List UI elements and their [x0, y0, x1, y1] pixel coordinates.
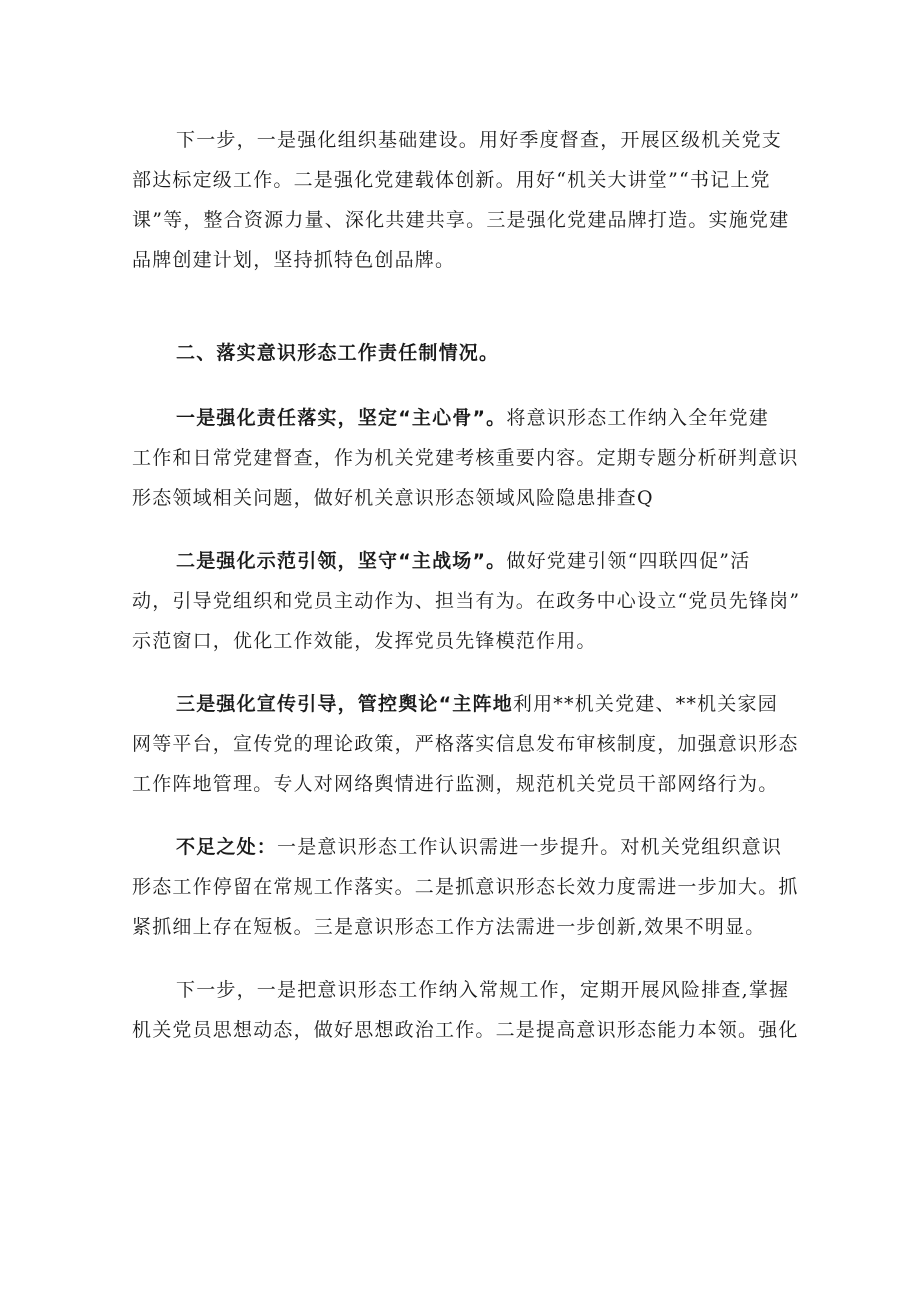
paragraph-demonstration: [132, 541, 801, 661]
text-line: 工作阵地管理。专人对网络舆情进行监测，规范机关党员干部网络行为。: [132, 773, 779, 795]
bold-lead: 二是强化示范引领，坚守“主战场”。: [176, 550, 507, 572]
text-line: [132, 684, 792, 724]
text-line: 课”等，整合资源力量、深化共建共享。三是强化党建品牌打造。实施党建: [132, 209, 790, 231]
text-line: 形态工作停留在常规工作落实。二是抓意识形态长效力度需进一步加大。抓: [132, 876, 799, 898]
text-line: 工作和日常党建督查，作为机关党建考核重要内容。定期专题分析研判意识: [132, 447, 799, 469]
paragraph-responsibility: [132, 398, 799, 518]
text-line: 网等平台，宣传党的理论政策，严格落实信息发布审核制度，加强意识形态: [132, 733, 799, 755]
paragraph-shortcomings: [132, 827, 799, 947]
lead-rest: 做好党建引领“四联四促”活: [506, 550, 751, 572]
text-line: 部达标定级工作。二是强化党建载体创新。用好“机关大讲堂”“书记上党: [132, 169, 771, 191]
bold-lead: 三是强化宣传引导，管控舆论“主阵地: [176, 693, 513, 715]
lead-rest: 利用**机关党建、**机关家园: [512, 693, 778, 715]
text-line: [132, 541, 792, 581]
text-line: 下一步，一是把意识形态工作纳入常规工作，定期开展风险排查,掌握: [176, 979, 790, 1001]
text-line: [132, 398, 792, 438]
section-heading: [132, 333, 792, 373]
bold-lead: 一是强化责任落实，坚定“主心骨”。: [176, 407, 507, 429]
lead-rest: 一是意识形态工作认识需进一步提升。对机关党组织意识: [277, 836, 783, 858]
section-heading-text: 二、落实意识形态工作责任制情况。: [176, 342, 500, 364]
text-line: [132, 827, 792, 867]
text-line: 紧抓细上存在短板。三是意识形态工作方法需进一步创新,效果不明显。: [132, 916, 766, 938]
paragraph-next-steps-party-building: [132, 120, 792, 280]
bold-lead: 不足之处：: [176, 836, 278, 858]
text-line: 机关党员思想动态，做好思想政治工作。二是提高意识形态能力本领。强化: [132, 1019, 799, 1041]
text-line: 示范窗口，优化工作效能，发挥党员先锋模范作用。: [132, 630, 597, 652]
text-line: 形态领域相关问题，做好机关意识形态领域风险隐患排查Q: [132, 487, 654, 509]
paragraph-next-steps-ideology: [132, 970, 799, 1050]
lead-rest: 将意识形态工作纳入全年党建: [506, 407, 769, 429]
text-line: 品牌创建计划，坚持抓特色创品牌。: [132, 249, 456, 271]
paragraph-publicity: [132, 684, 799, 804]
text-line: 动，引导党组织和党员主动作为、担当有为。在政务中心设立“党员先锋岗”: [132, 590, 801, 612]
text-line: 下一步，一是强化组织基础建设。用好季度督查，开展区级机关党支: [176, 129, 783, 151]
